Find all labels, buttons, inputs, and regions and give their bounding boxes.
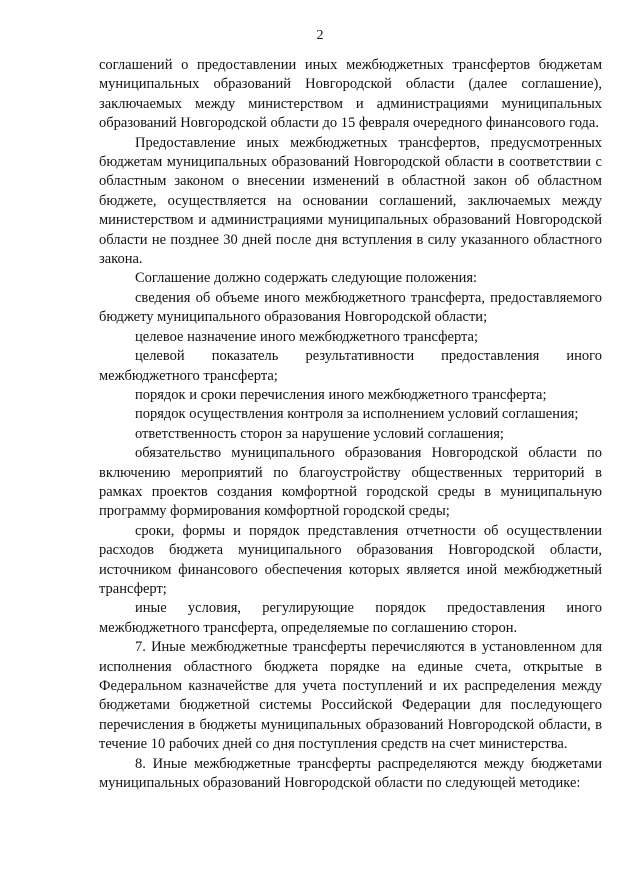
body-text — [99, 56, 602, 793]
paragraph-agreement-contents: Соглашение должно содержать следующие положения: — [135, 270, 478, 287]
list-item-transfer-volume: сведения об объеме иного межбюджетного трансферта, предоставляемого бюджету муниципального образования Новгородской области; — [99, 289, 602, 326]
page-number: 2 — [316, 28, 324, 43]
list-item-purpose: целевое назначение иного межбюджетного трансферта; — [135, 328, 478, 345]
list-item-other-conditions: иные условия, регулирующие порядок предоставления иного межбюджетного трансферта, определяемые по соглашению сторон. — [99, 600, 602, 636]
list-item-obligation: обязательство муниципального образования Новгородской области по включению мероприятий по благоустройству общественных территорий в рамках проектов создания комфортной городской среды в муниципальную программу формирования комфортной городской среды; — [99, 445, 602, 520]
paragraph-section-8: 8. Иные межбюджетные трансферты распределяются между бюджетами муниципальных образований Новгородской области по следующей методике: — [99, 755, 602, 792]
list-item-performance-indicator: целевой показатель результативности предоставления иного межбюджетного трансферта; — [99, 348, 602, 384]
list-item-reporting: сроки, формы и порядок представления отчетности об осуществлении расходов бюджета муниципального образования Новгородской области, источником финансового обеспечения которых является иной межбюджетный трансферт; — [99, 522, 602, 597]
paragraph-continuation: соглашений о предоставлении иных межбюджетных трансфертов бюджетам муниципальных образований Новгородской области (далее соглашение), заключаемых между министерством и администрациями муниципальных образований Новгородской области до 15 февраля очередного финансового года. — [99, 57, 602, 132]
list-item-transfer-terms: порядок и сроки перечисления иного межбюджетного трансферта; — [135, 386, 547, 403]
list-item-responsibility: ответственность сторон за нарушение условий соглашения; — [135, 425, 504, 442]
list-item-control-procedure: порядок осуществления контроля за исполнением условий соглашения; — [135, 406, 579, 423]
paragraph-section-7: 7. Иные межбюджетные трансферты перечисляются в установленном для исполнения областного бюджета порядке на единые счета, открытые в Федеральном казначействе для учета поступлений и их распределения между бюджетами бюджетной системы Российской Федерации для последующего перечисления в бюджеты муниципальных образований Новгородской области, в течение 10 рабочих дней со дня поступления средств на счет министерства. — [99, 639, 602, 753]
paragraph-transfers-provision: Предоставление иных межбюджетных трансфертов, предусмотренных бюджетам муниципальных образований Новгородской области в соответствии с областным законом о внесении изменений в областной закон об областном бюджете, осуществляется на основании соглашений, заключаемых между министерством и администрациями муниципальных образований Новгородской области не позднее 30 дней после дня вступления в силу указанного областного закона. — [99, 134, 602, 268]
